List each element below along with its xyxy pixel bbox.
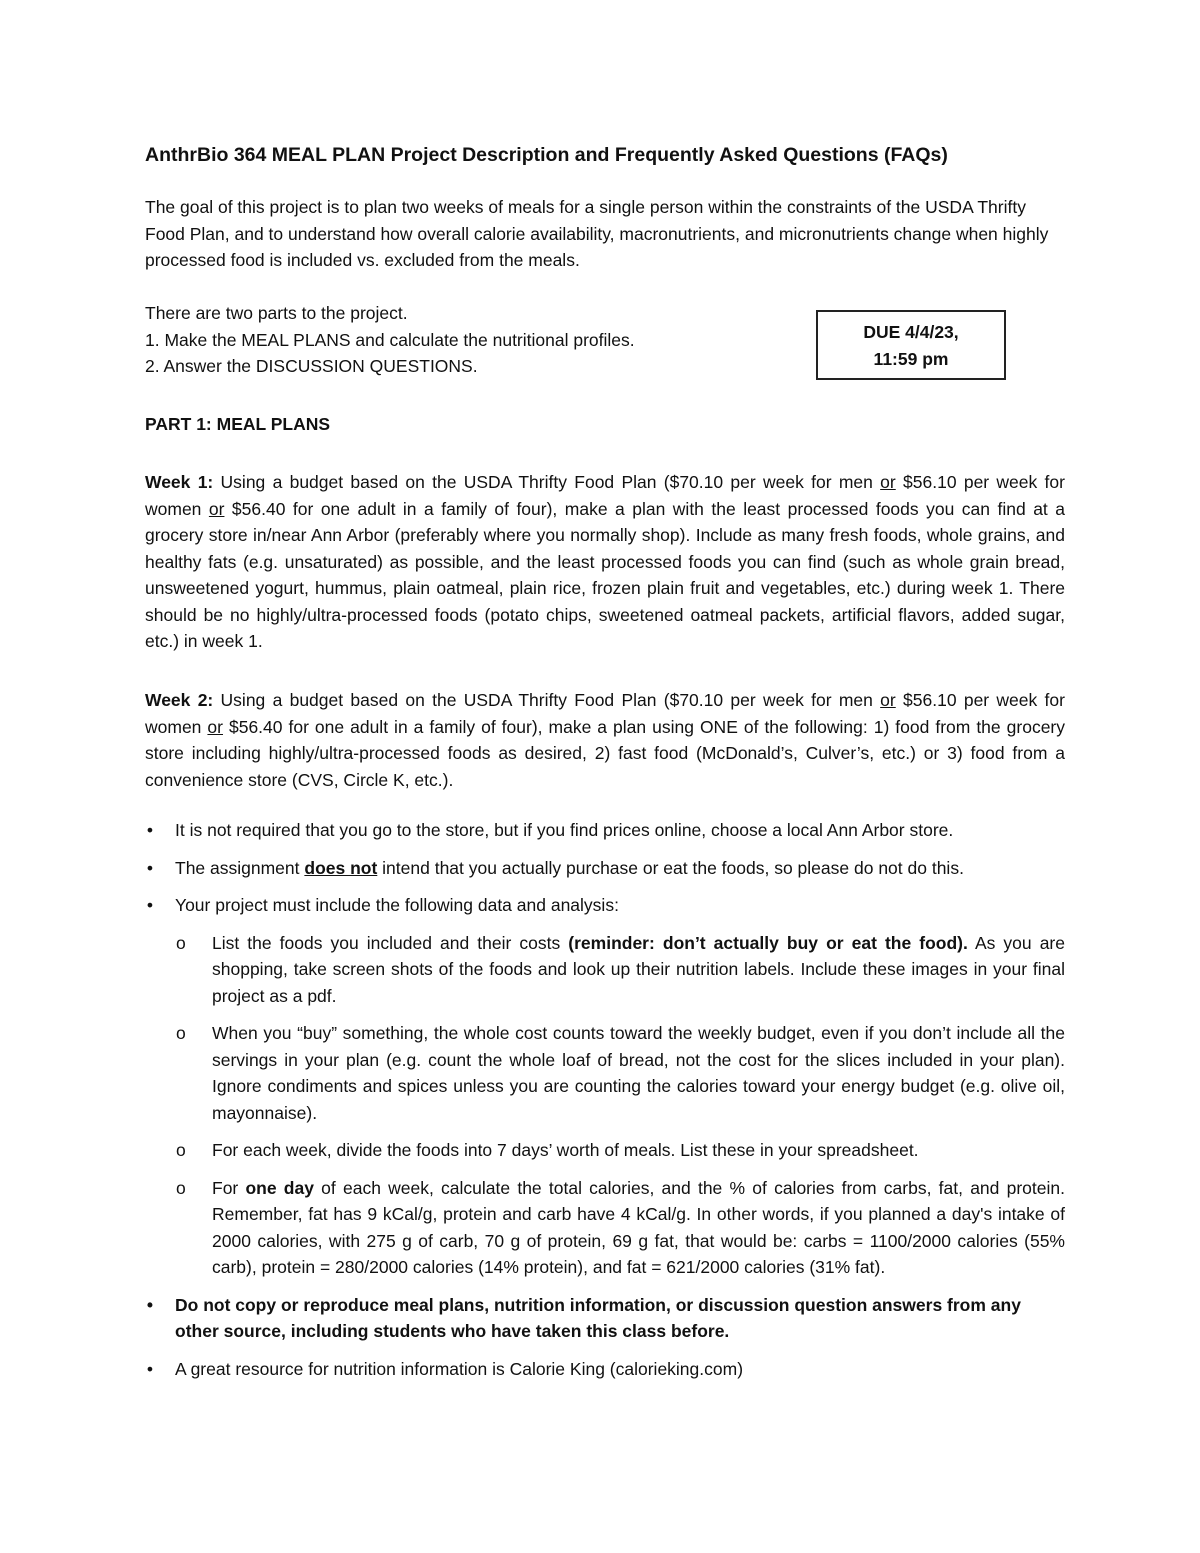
sub-item-text: List the foods you included and their costs	[212, 932, 569, 953]
requirements-list	[145, 817, 1065, 1393]
sub-list-item	[175, 1175, 1065, 1281]
week2-or-men: or	[880, 690, 896, 710]
week2-budget-text: Using a budget based on the USDA Thrifty Food Plan ($70.10 per week for men	[213, 690, 881, 710]
bullet-icon: •	[146, 895, 154, 915]
parts-heading: There are two parts to the project.	[145, 303, 408, 323]
sub-item-text: of each week, calculate the total calories, and the % of calories from carbs, fat, and protein. Remember, fat has 9 kCal/g, protein and carb have 4 kCal/g. In other words, if you planned a day's intake of 2000 calories, with 275 g of carb, 70 g of protein, 69 g fat, that would be: carbs = 1100/2000 calories (55% carb), protein = 280/2000 calories (14% protein), and fat = 621/2000 calories (31% fat).	[212, 1177, 1065, 1277]
due-date-box	[816, 310, 1006, 380]
due-time-line: 11:59 pm	[873, 349, 949, 369]
circle-bullet-icon: o	[176, 1140, 186, 1160]
sub-item-bold: one day	[245, 1177, 314, 1198]
list-item-text: intend that you actually purchase or eat the foods, so please do not do this.	[377, 857, 964, 878]
list-item	[145, 855, 1065, 882]
sub-item-text: As you are shopping, take screen shots of the foods and look up their nutrition labels. Include these images in your final project as a pdf.	[212, 932, 1065, 1006]
due-date-line: DUE 4/4/23,	[863, 322, 959, 342]
week2-rest-text: $56.40 for one adult in a family of four), make a plan using ONE of the following: 1) food from the grocery store including highly/ultra-processed foods as desired, 2) fast food (McDonald’s, Culver’s, etc.) or 3) food from a convenience store (CVS, Circle K, etc.).	[145, 716, 1065, 790]
circle-bullet-icon: o	[176, 1177, 186, 1198]
week1-label: Week 1:	[145, 472, 214, 492]
list-item-text: Your project must include the following data and analysis:	[175, 895, 619, 915]
week2-paragraph	[145, 687, 1065, 793]
circle-bullet-icon: o	[176, 1023, 186, 1043]
list-item-text: It is not required that you go to the store, but if you find prices online, choose a local Ann Arbor store.	[175, 820, 954, 840]
part1-heading: PART 1: MEAL PLANS	[145, 414, 331, 434]
sub-list-item	[175, 1020, 1065, 1126]
list-item	[145, 892, 1065, 919]
list-item	[145, 1356, 1065, 1383]
intro-text: The goal of this project is to plan two weeks of meals for a single person within the constraints of the USDA Thrifty Food Plan, and to understand how overall calorie availability, macronutrients, and micronutrients change when highly processed food is included vs. excluded from the meals.	[145, 197, 1049, 270]
week2-or-women: or	[207, 716, 223, 737]
sub-item-text: When you “buy” something, the whole cost counts toward the weekly budget, even if you don’t include all the servings in your plan (e.g. count the whole loaf of bread, not the cost for the slices included in your plan). Ignore condiments and spices unless you are counting the calories toward your energy budget (e.g. olive oil, mayonnaise).	[212, 1023, 1065, 1123]
week2-label: Week 2:	[145, 690, 214, 710]
sub-item-text: For	[212, 1177, 246, 1198]
list-item-text: Do not copy or reproduce meal plans, nutrition information, or discussion question answers from any other source, including students who have taken this class before.	[175, 1294, 1021, 1341]
list-item	[145, 1292, 1065, 1345]
intro-paragraph	[145, 194, 1065, 274]
page-title: AnthrBio 364 MEAL PLAN Project Description and Frequently Asked Questions (FAQs)	[145, 144, 948, 166]
week1-mid-text: $56.10 per week for women	[145, 472, 1065, 519]
sub-list-item	[175, 1137, 1065, 1164]
emphasis-does-not: does not	[304, 857, 378, 878]
bullet-icon: •	[146, 857, 154, 878]
parts-item-1: 1. Make the MEAL PLANS and calculate the nutritional profiles.	[145, 329, 635, 350]
bullet-icon: •	[146, 820, 154, 840]
sub-list-item	[175, 930, 1065, 1010]
week1-or-women: or	[208, 498, 225, 519]
sub-item-bold: (reminder: don’t actually buy or eat the food).	[568, 932, 968, 953]
parts-item-2: 2. Answer the DISCUSSION QUESTIONS.	[145, 356, 478, 376]
list-item-text: A great resource for nutrition information is Calorie King (calorieking.com)	[175, 1358, 744, 1379]
list-item	[145, 817, 1065, 844]
week2-mid-text: $56.10 per week for women	[145, 690, 1065, 737]
bullet-icon: •	[146, 1294, 154, 1315]
week1-rest-text: $56.40 for one adult in a family of four), make a plan with the least processed foods you can find at a grocery store in/near Ann Arbor (preferably where you normally shop). Include as many fresh foods, whole grains, and healthy fats (e.g. unsaturated) as possible, and the least processed foods you can find (such as whole grain bread, unsweetened yogurt, hummus, plain oatmeal, plain rice, frozen plain fruit and vegetables, etc.) during week 1. There should be no highly/ultra-processed foods (potato chips, sweetened oatmeal packets, artificial flavors, added sugar, etc.) in week 1.	[145, 498, 1065, 651]
week1-paragraph	[145, 469, 1065, 655]
sub-item-text: For each week, divide the foods into 7 days’ worth of meals. List these in your spreadsheet.	[212, 1140, 919, 1160]
week1-budget-text: Using a budget based on the USDA Thrifty Food Plan ($70.10 per week for men	[213, 472, 881, 492]
list-item-text: The assignment	[175, 857, 305, 878]
bullet-icon: •	[146, 1358, 154, 1379]
week1-or-men: or	[880, 472, 896, 492]
circle-bullet-icon: o	[176, 932, 186, 953]
